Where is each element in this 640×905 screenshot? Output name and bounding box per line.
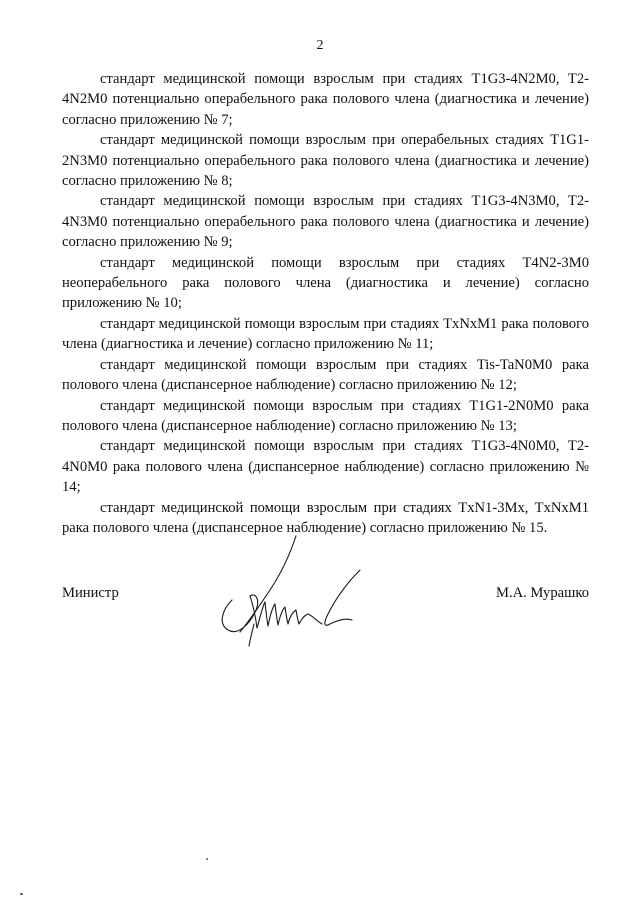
handwritten-signature: [210, 528, 370, 653]
paragraph-appendix-8: стандарт медицинской помощи взрослым при операбельных стадиях T1G1-2N3M0 потенциально операбельного рака полового члена (диагностика и лечение) согласно приложению № 8;: [62, 132, 589, 190]
signatory-name: М.А. Мурашко: [495, 585, 589, 601]
document-body: [62, 69, 589, 538]
paragraph-appendix-15: стандарт медицинской помощи взрослым при стадиях TxN1-3Mx, TxNxM1 рака полового члена (диспансерное наблюдение) согласно приложению № 15.: [62, 499, 589, 536]
signatory-title: Министр: [62, 585, 119, 601]
paragraph-appendix-12: стандарт медицинской помощи взрослым при стадиях Tis-TaN0M0 рака полового члена (диспансерное наблюдение) согласно приложению № 12;: [62, 356, 589, 394]
paragraph-appendix-13: стандарт медицинской помощи взрослым при стадиях T1G1-2N0M0 рака полового члена (диспансерное наблюдение) согласно приложению № 13;: [62, 397, 589, 434]
paragraph-appendix-10: стандарт медицинской помощи взрослым при стадиях T4N2-3M0 неоперабельного рака полового члена (диагностика и лечение) согласно приложению № 10;: [62, 254, 589, 312]
paragraph-appendix-11: стандарт медицинской помощи взрослым при стадиях TxNxM1 рака полового члена (диагностика и лечение) согласно приложению № 11;: [62, 315, 589, 353]
scan-speck: [206, 858, 208, 860]
paragraph-appendix-14: стандарт медицинской помощи взрослым при стадиях T1G3-4N0M0, T2-4N0M0 рака полового члена (диспансерное наблюдение) согласно приложению № 14;: [62, 438, 589, 496]
scan-speck: [20, 893, 23, 895]
page-number: 2: [316, 38, 324, 53]
paragraph-appendix-7: стандарт медицинской помощи взрослым при стадиях T1G3-4N2M0, T2-4N2M0 потенциально операбельного рака полового члена (диагностика и лечение) согласно приложению № 7;: [62, 71, 589, 128]
paragraph-appendix-9: стандарт медицинской помощи взрослым при стадиях T1G3-4N3M0, T2-4N3M0 потенциально операбельного рака полового члена (диагностика и лечение) согласно приложению № 9;: [62, 193, 589, 251]
